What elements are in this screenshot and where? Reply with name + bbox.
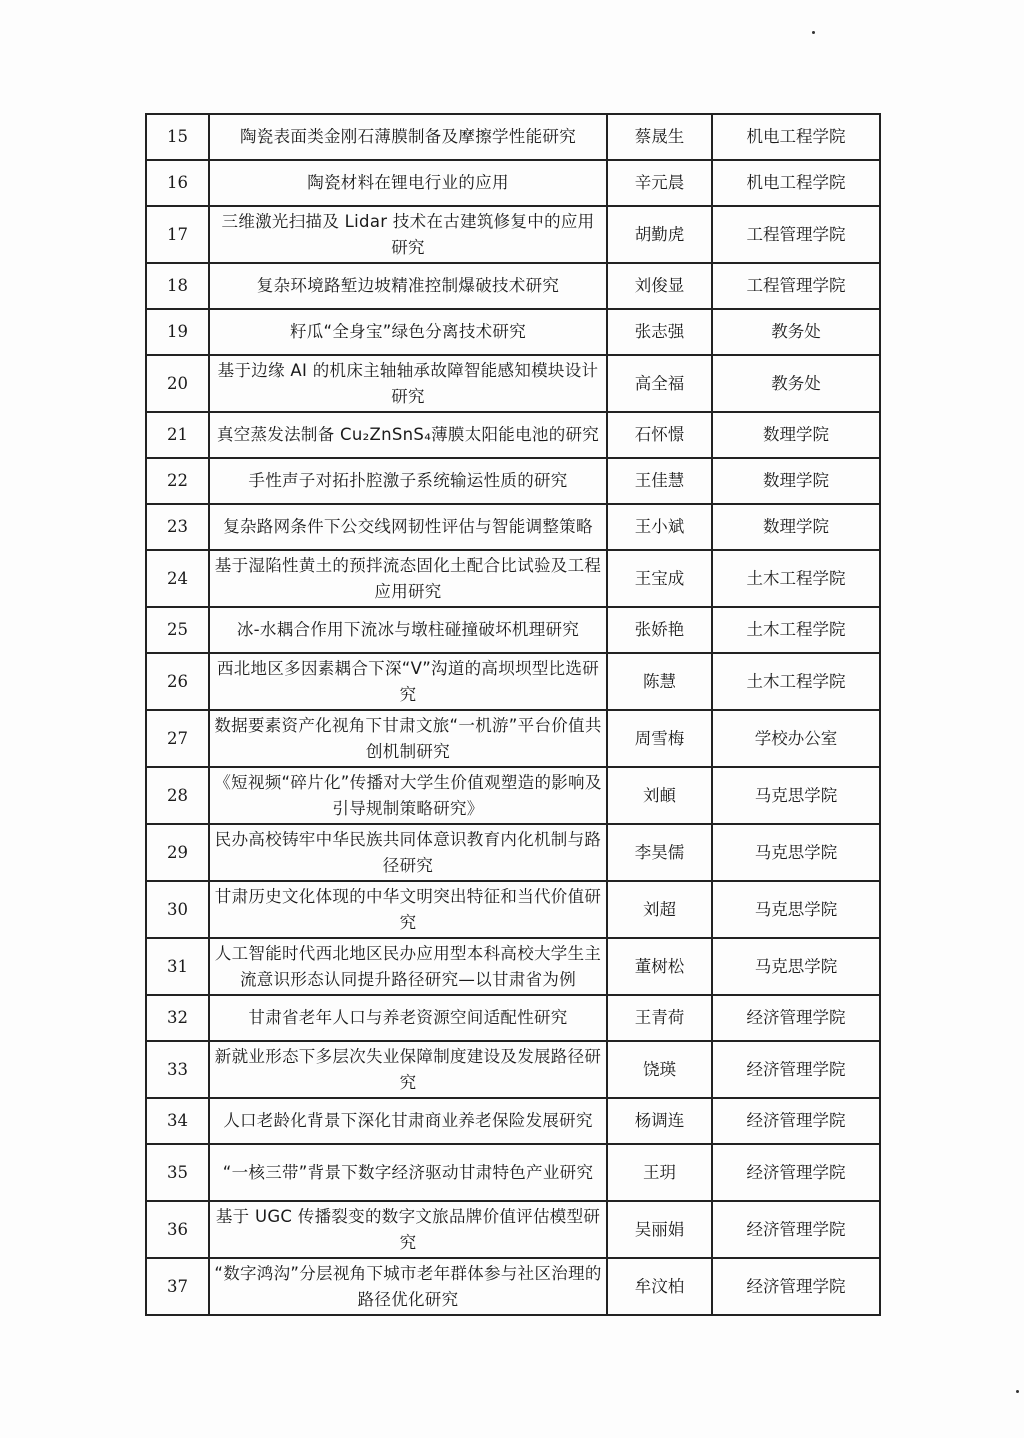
table-row [146,653,880,710]
row-number: 18 [146,263,209,309]
table-row [146,355,880,412]
project-leader: 刘俊显 [607,263,712,309]
project-leader: 王小斌 [607,504,712,550]
project-title: 民办高校铸牢中华民族共同体意识教育内化机制与路径研究 [209,824,607,881]
table-row [146,1258,880,1315]
row-number: 22 [146,458,209,504]
project-department: 经济管理学院 [712,1098,880,1144]
table-row [146,263,880,309]
project-leader: 陈慧 [607,653,712,710]
project-department: 工程管理学院 [712,206,880,263]
row-number: 21 [146,412,209,458]
project-department: 教务处 [712,355,880,412]
project-title: 数据要素资产化视角下甘肃文旅“一机游”平台价值共创机制研究 [209,710,607,767]
table-row [146,824,880,881]
project-title: 新就业形态下多层次失业保障制度建设及发展路径研究 [209,1041,607,1098]
project-title: 甘肃省老年人口与养老资源空间适配性研究 [209,995,607,1041]
table-row [146,1201,880,1258]
row-number: 29 [146,824,209,881]
project-leader: 王佳慧 [607,458,712,504]
row-number: 30 [146,881,209,938]
table-row [146,504,880,550]
project-title: 冰-水耦合作用下流冰与墩柱碰撞破坏机理研究 [209,607,607,653]
project-title: 西北地区多因素耦合下深“V”沟道的高坝坝型比选研究 [209,653,607,710]
project-department: 经济管理学院 [712,1258,880,1315]
project-title: 手性声子对拓扑腔激子系统输运性质的研究 [209,458,607,504]
table-row [146,607,880,653]
table-row [146,412,880,458]
project-department: 马克思学院 [712,767,880,824]
row-number: 35 [146,1144,209,1201]
row-number: 37 [146,1258,209,1315]
table-row [146,1144,880,1201]
project-leader: 蔡晟生 [607,114,712,160]
table-row [146,550,880,607]
project-table-body [146,114,880,1315]
row-number: 20 [146,355,209,412]
project-department: 土木工程学院 [712,550,880,607]
table-row [146,938,880,995]
project-title: 陶瓷表面类金刚石薄膜制备及摩擦学性能研究 [209,114,607,160]
project-department: 经济管理学院 [712,1144,880,1201]
project-department: 机电工程学院 [712,160,880,206]
project-title: 复杂路网条件下公交线网韧性评估与智能调整策略 [209,504,607,550]
project-leader: 李昊儒 [607,824,712,881]
project-department: 数理学院 [712,504,880,550]
project-leader: 张志强 [607,309,712,355]
project-leader: 王宝成 [607,550,712,607]
table-row [146,160,880,206]
project-leader: 胡勤虎 [607,206,712,263]
project-department: 数理学院 [712,412,880,458]
project-department: 马克思学院 [712,824,880,881]
project-leader: 石怀憬 [607,412,712,458]
project-title: 基于边缘 AI 的机床主轴轴承故障智能感知模块设计研究 [209,355,607,412]
project-leader: 周雪梅 [607,710,712,767]
row-number: 32 [146,995,209,1041]
project-title: 甘肃历史文化体现的中华文明突出特征和当代价值研究 [209,881,607,938]
project-title: “数字鸿沟”分层视角下城市老年群体参与社区治理的路径优化研究 [209,1258,607,1315]
project-department: 数理学院 [712,458,880,504]
scan-speck [812,31,815,34]
project-leader: 王玥 [607,1144,712,1201]
row-number: 36 [146,1201,209,1258]
project-title: 籽瓜“全身宝”绿色分离技术研究 [209,309,607,355]
project-leader: 刘頔 [607,767,712,824]
table-row [146,767,880,824]
project-department: 经济管理学院 [712,995,880,1041]
project-title: 基于湿陷性黄土的预拌流态固化土配合比试验及工程应用研究 [209,550,607,607]
row-number: 33 [146,1041,209,1098]
project-leader: 吴丽娟 [607,1201,712,1258]
table-row [146,1041,880,1098]
project-leader: 王青荷 [607,995,712,1041]
project-title: 复杂环境路堑边坡精准控制爆破技术研究 [209,263,607,309]
project-leader: 牟汶柏 [607,1258,712,1315]
project-title: 人工智能时代西北地区民办应用型本科高校大学生主流意识形态认同提升路径研究—以甘肃省为例 [209,938,607,995]
row-number: 26 [146,653,209,710]
project-department: 马克思学院 [712,938,880,995]
project-leader: 刘超 [607,881,712,938]
project-department: 土木工程学院 [712,607,880,653]
project-leader: 张娇艳 [607,607,712,653]
project-department: 经济管理学院 [712,1041,880,1098]
row-number: 16 [146,160,209,206]
row-number: 25 [146,607,209,653]
project-leader: 辛元晨 [607,160,712,206]
project-department: 教务处 [712,309,880,355]
project-department: 工程管理学院 [712,263,880,309]
table-row [146,881,880,938]
project-table [145,113,881,1316]
project-leader: 高全福 [607,355,712,412]
project-department: 经济管理学院 [712,1201,880,1258]
project-department: 机电工程学院 [712,114,880,160]
row-number: 15 [146,114,209,160]
project-leader: 杨调连 [607,1098,712,1144]
table-row [146,206,880,263]
row-number: 34 [146,1098,209,1144]
table-row [146,114,880,160]
project-department: 学校办公室 [712,710,880,767]
project-leader: 饶瑛 [607,1041,712,1098]
project-department: 马克思学院 [712,881,880,938]
project-title: 《短视频“碎片化”传播对大学生价值观塑造的影响及引导规制策略研究》 [209,767,607,824]
row-number: 19 [146,309,209,355]
row-number: 27 [146,710,209,767]
row-number: 31 [146,938,209,995]
project-title: 三维激光扫描及 Lidar 技术在古建筑修复中的应用研究 [209,206,607,263]
project-title: 陶瓷材料在锂电行业的应用 [209,160,607,206]
project-title: 基于 UGC 传播裂变的数字文旅品牌价值评估模型研究 [209,1201,607,1258]
project-title: 人口老龄化背景下深化甘肃商业养老保险发展研究 [209,1098,607,1144]
table-row [146,1098,880,1144]
scan-speck [1016,1390,1019,1393]
project-department: 土木工程学院 [712,653,880,710]
row-number: 23 [146,504,209,550]
row-number: 24 [146,550,209,607]
row-number: 28 [146,767,209,824]
table-row [146,710,880,767]
project-title: “一核三带”背景下数字经济驱动甘肃特色产业研究 [209,1144,607,1201]
row-number: 17 [146,206,209,263]
table-row [146,309,880,355]
table-row [146,995,880,1041]
table-row [146,458,880,504]
project-title: 真空蒸发法制备 Cu₂ZnSnS₄薄膜太阳能电池的研究 [209,412,607,458]
project-leader: 董树松 [607,938,712,995]
